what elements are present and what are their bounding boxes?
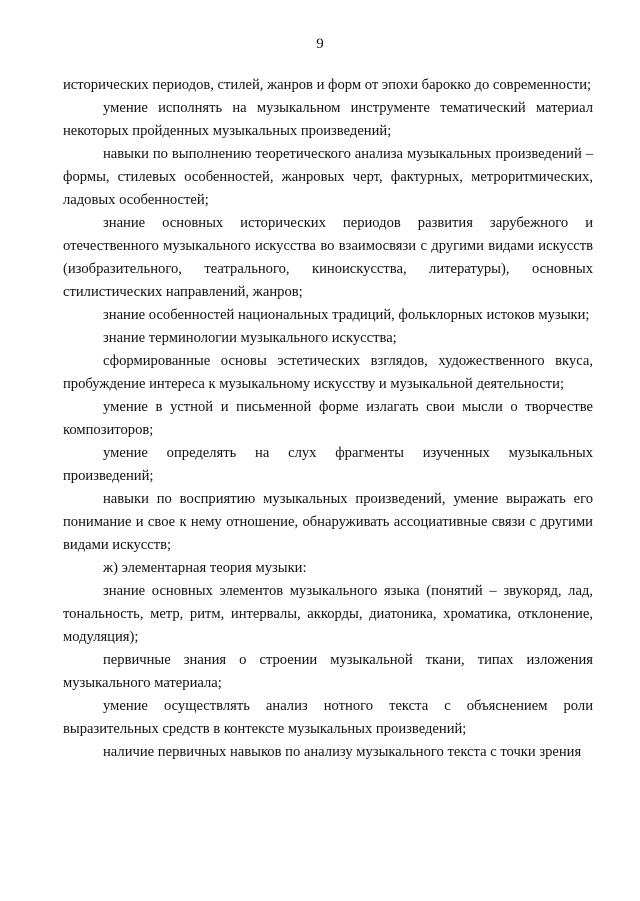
paragraph-8: умение в устной и письменной форме излагать свои мысли о творчестве композиторов; [63,399,593,438]
paragraph-15: наличие первичных навыков по анализу музыкального текста с точки зрения [103,744,582,760]
paragraph-13: первичные знания о строении музыкальной ткани, типах изложения музыкального материала; [63,652,593,691]
paragraph-12: знание основных элементов музыкального языка (понятий – звукоряд, лад, тональность, метр, ритм, интервалы, аккорды, диатоника, хроматика, отклонение, модуляция); [63,583,593,645]
paragraph-1: исторических периодов, стилей, жанров и форм от эпохи барокко до современности; [63,77,592,93]
paragraph-9: умение определять на слух фрагменты изученных музыкальных произведений; [63,445,593,484]
paragraph-3: навыки по выполнению теоретического анализа музыкальных произведений – формы, стилевых особенностей, жанровых черт, фактурных, метроритмических, ладовых особенностей; [63,146,593,208]
paragraph-4: знание основных исторических периодов развития зарубежного и отечественного музыкального искусства во взаимосвязи с другими видами искусств (изобразительного, театрального, киноискусства, литературы), основных стилистических направлений, жанров; [63,215,593,300]
paragraph-14: умение осуществлять анализ нотного текста с объяснением роли выразительных средств в контексте музыкальных произведений; [63,698,593,737]
paragraph-6: знание терминологии музыкального искусства; [103,330,397,346]
paragraph-7: сформированные основы эстетических взглядов, художественного вкуса, пробуждение интереса к музыкальному искусству и музыкальной деятельности; [63,353,593,392]
document-body [63,74,593,764]
paragraph-5: знание особенностей национальных традиций, фольклорных истоков музыки; [103,307,590,323]
section-heading-g: ж) элементарная теория музыки: [103,560,307,576]
paragraph-2: умение исполнять на музыкальном инструменте тематический материал некоторых пройденных музыкальных произведений; [63,100,593,139]
paragraph-10: навыки по восприятию музыкальных произведений, умение выражать его понимание и свое к нему отношение, обнаруживать ассоциативные связи с другими видами искусств; [63,491,593,553]
page-number: 9 [316,36,324,52]
